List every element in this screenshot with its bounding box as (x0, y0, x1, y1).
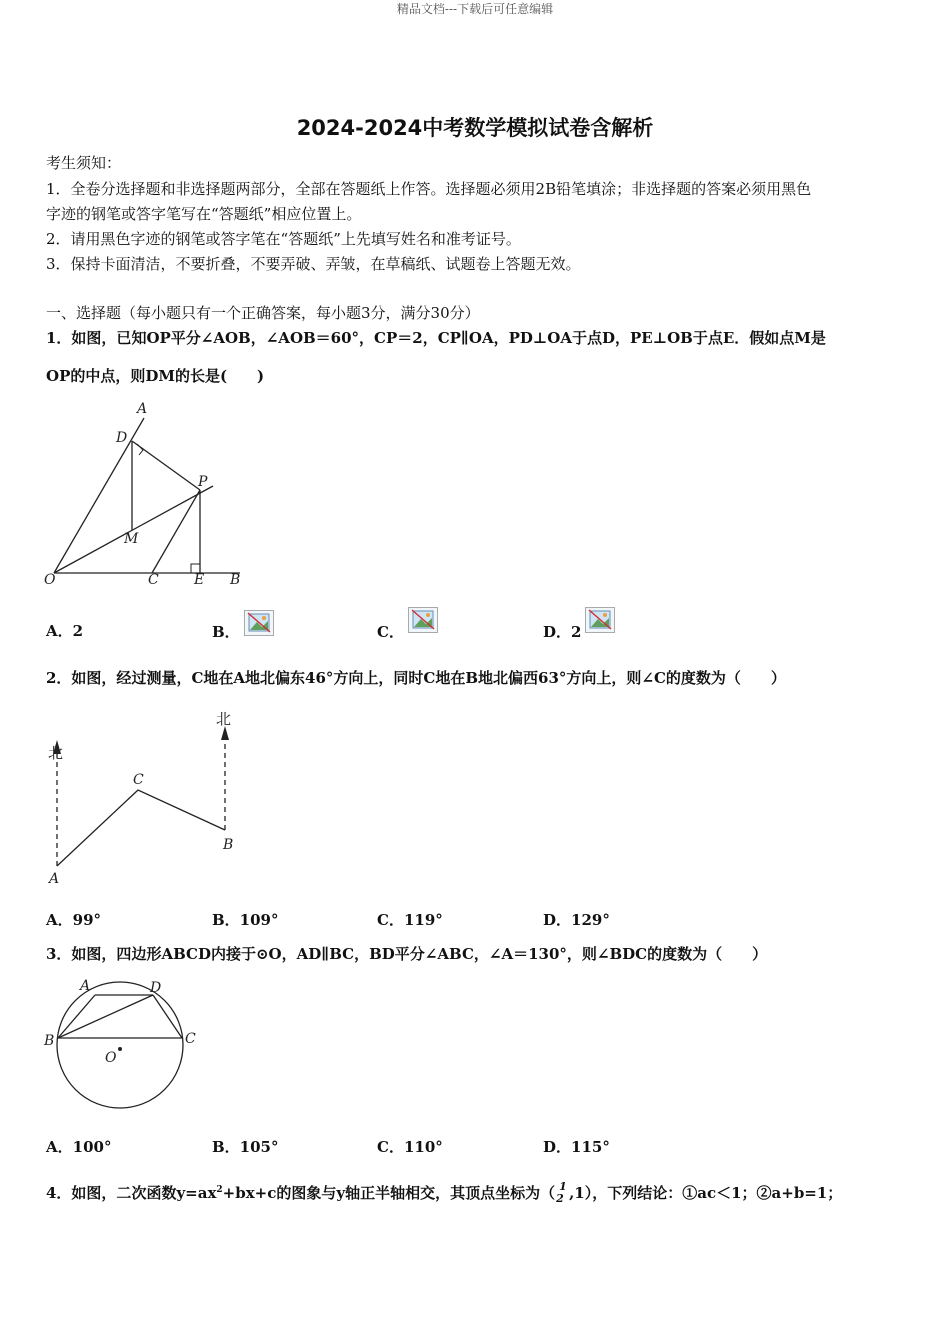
q4-superscript: 2 (216, 1185, 223, 1195)
q4-frac-num: 1 (559, 1180, 567, 1193)
broken-image-icon (244, 610, 274, 636)
q1-option-d-label: D．2 (543, 623, 582, 641)
q3-label-d: D (150, 980, 162, 996)
notice-item-3: 3．保持卡面清洁，不要折叠，不要弄破、弄皱，在草稿纸、试题卷上答题无效。 (46, 255, 581, 273)
q4-text-c: ,1），下列结论：①ac＜1；②a+b=1； (569, 1184, 843, 1202)
page-title: 2024-2024中考数学模拟试卷含解析 (296, 116, 654, 140)
q2-option-b: B．109° (212, 911, 279, 929)
q4-text (46, 1182, 842, 1205)
notice-item-1b: 字迹的钢笔或答字笔写在“答题纸”相应位置上。 (46, 205, 362, 223)
q1-option-c (377, 620, 438, 646)
q1-option-b-label: B． (212, 623, 240, 641)
q2-option-d: D．129° (543, 911, 610, 929)
q1-label-e: E (194, 572, 205, 588)
q3-label-a: A (80, 978, 91, 994)
q4-fraction (555, 1180, 569, 1205)
q1-label-a: A (137, 401, 148, 417)
q2-option-c: C．119° (377, 911, 443, 929)
q1-figure (40, 398, 250, 593)
q1-label-m: M (124, 531, 139, 547)
q2-label-b: B (223, 837, 234, 853)
section-heading: 一、选择题（每小题只有一个正确答案，每小题3分，满分30分） (46, 304, 480, 322)
q2-label-c: C (133, 772, 144, 788)
q4-text-a: 4．如图，二次函数y=ax (46, 1184, 217, 1202)
q2-option-a: A．99° (46, 911, 102, 929)
header-note: 精品文档---下载后可任意编辑 (396, 2, 554, 16)
q1-label-c: C (148, 572, 159, 588)
q2-label-a: A (49, 871, 60, 887)
q3-text: 3．如图，四边形ABCD内接于⊙O，AD∥BC，BD平分∠ABC，∠A＝130°，则∠BDC的度数为（ ） (46, 945, 768, 963)
q1-option-c-label: C． (377, 623, 404, 641)
q3-label-b: B (44, 1033, 55, 1049)
broken-image-icon (585, 607, 615, 633)
q3-option-d: D．115° (543, 1138, 610, 1156)
q1-label-p: P (198, 474, 208, 490)
q1-label-b: B (230, 572, 241, 588)
q2-north-label-left: 北 (48, 744, 64, 762)
q1-option-d (543, 620, 615, 646)
q4-frac-den: 2 (556, 1192, 564, 1205)
q3-option-c: C．110° (377, 1138, 443, 1156)
q1-label-d: D (116, 430, 128, 446)
q4-text-b: +bx+c的图象与y轴正半轴相交，其顶点坐标为（ (222, 1184, 556, 1202)
q3-label-c: C (185, 1031, 196, 1047)
notice-item-2: 2．请用黑色字迹的钢笔或答字笔在“答题纸”上先填写姓名和准考证号。 (46, 230, 521, 248)
q1-option-a: A．2 (46, 622, 84, 640)
q3-option-a: A．100° (46, 1138, 112, 1156)
q1-text-b: OP的中点，则DM的长是( ) (46, 367, 265, 385)
q3-figure (40, 975, 210, 1120)
notice-item-1a: 1．全卷分选择题和非选择题两部分，全部在答题纸上作答。选择题必须用2B铅笔填涂；非选择题的答案必须用黑色 (46, 180, 812, 198)
broken-image-icon (408, 607, 438, 633)
q2-text: 2．如图，经过测量，C地在A地北偏东46°方向上，同时C地在B地北偏西63°方向上，则∠C的度数为（ ） (46, 669, 786, 687)
q1-label-o: O (44, 572, 56, 588)
q2-figure (40, 700, 250, 890)
notice-heading: 考生须知： (46, 154, 122, 172)
q3-label-o: O (105, 1050, 117, 1066)
q1-text-a: 1．如图，已知OP平分∠AOB，∠AOB＝60°，CP＝2，CP∥OA，PD⊥OA于点D，PE⊥OB于点E．假如点M是 (46, 329, 826, 347)
q1-option-b (212, 620, 274, 646)
q3-option-b: B．105° (212, 1138, 279, 1156)
q2-north-label-right: 北 (216, 710, 232, 728)
